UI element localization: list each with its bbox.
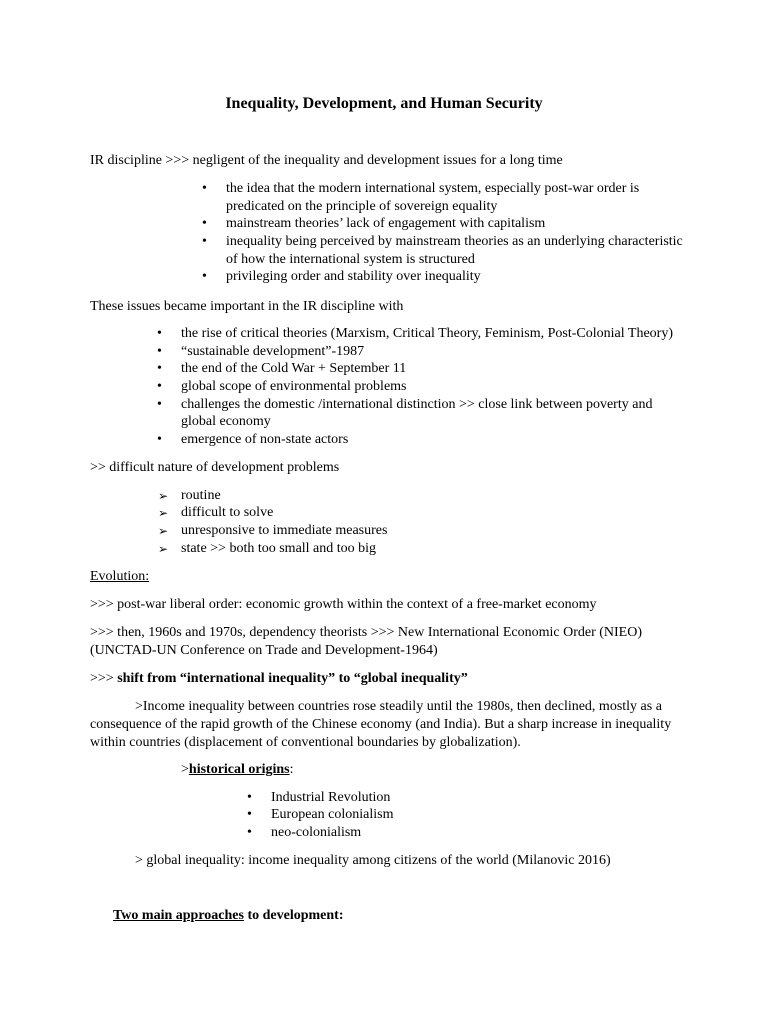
list-item: difficult to solve — [181, 505, 274, 520]
bullet-icon: • — [157, 326, 162, 341]
list-item: neo-colonialism — [271, 825, 362, 840]
list-item: “sustainable development”-1987 — [181, 344, 365, 359]
list-item: Industrial Revolution — [271, 790, 391, 805]
bullet-icon: • — [247, 825, 252, 840]
list-item: global economy — [181, 414, 271, 429]
approaches-underlined: Two main approaches — [113, 908, 244, 923]
list-item: of how the international system is structured — [226, 252, 475, 267]
evolution-point-2-line-2: (UNCTAD-UN Conference on Trade and Development-1964) — [90, 643, 438, 658]
bullet-icon: • — [247, 807, 252, 822]
bullet-icon: • — [157, 361, 162, 376]
bullet-icon: • — [202, 234, 207, 249]
list-item: privileging order and stability over inequality — [226, 269, 481, 284]
global-inequality-line: > global inequality: income inequality among citizens of the world (Milanovic 2016) — [135, 853, 611, 868]
list-item: challenges the domestic /international distinction >> close link between poverty and — [181, 397, 653, 412]
document-title: Inequality, Development, and Human Security — [225, 95, 543, 112]
hist-suffix: : — [289, 762, 294, 777]
issues-intro: These issues became important in the IR discipline with — [90, 299, 404, 314]
list-item: emergence of non-state actors — [181, 432, 349, 447]
approaches-rest: to development: — [243, 908, 344, 923]
list-item: unresponsive to immediate measures — [181, 523, 388, 538]
bullet-icon: • — [157, 397, 162, 412]
arrow-bullet-icon: ➢ — [158, 542, 169, 556]
intro-paragraph: IR discipline >>> negligent of the inequality and development issues for a long time — [90, 153, 563, 168]
list-item: the idea that the modern international system, especially post-war order is — [226, 181, 640, 196]
approaches-heading — [113, 907, 613, 925]
income-paragraph-line-3: within countries (displacement of conventional boundaries by globalization). — [90, 735, 521, 750]
bullet-icon: • — [157, 432, 162, 447]
hist-prefix: > — [181, 762, 189, 777]
evolution-point-2-line-1: >>> then, 1960s and 1970s, dependency theorists >>> New International Economic Order (NIEO) — [90, 625, 643, 640]
bullet-icon: • — [247, 790, 252, 805]
arrow-bullet-icon: ➢ — [158, 489, 169, 503]
bullet-icon: • — [202, 269, 207, 284]
bullet-icon: • — [157, 344, 162, 359]
income-paragraph-line-1: >Income inequality between countries rose steadily until the 1980s, then declined, mostly as a — [135, 699, 662, 714]
list-item: predicated on the principle of sovereign equality — [226, 199, 498, 214]
list-item: the rise of critical theories (Marxism, Critical Theory, Feminism, Post-Colonial Theory) — [181, 326, 673, 341]
arrow-bullet-icon: ➢ — [158, 506, 169, 520]
list-item: mainstream theories’ lack of engagement with capitalism — [226, 216, 546, 231]
list-item: the end of the Cold War + September 11 — [181, 361, 407, 376]
list-item: state >> both too small and too big — [181, 541, 377, 556]
arrow-bullet-icon: ➢ — [158, 524, 169, 538]
hist-label: historical origins — [188, 762, 290, 777]
bullet-icon: • — [157, 379, 162, 394]
list-item: global scope of environmental problems — [181, 379, 407, 394]
income-paragraph-line-2: consequence of the rapid growth of the Chinese economy (and India). But a sharp increase in inequality — [90, 717, 672, 732]
shift-prefix: >>> — [90, 671, 118, 686]
historical-origins-heading — [181, 761, 581, 779]
evolution-heading: Evolution: — [90, 569, 150, 584]
bullet-icon: • — [202, 181, 207, 196]
bullet-icon: • — [202, 216, 207, 231]
shift-bold-text: shift from “international inequality” to “global inequality” — [117, 671, 468, 686]
evolution-point-1: >>> post-war liberal order: economic growth within the context of a free-market economy — [90, 597, 597, 612]
list-item: routine — [181, 488, 221, 503]
shift-paragraph — [90, 670, 690, 688]
list-item: inequality being perceived by mainstream theories as an underlying characteristic — [226, 234, 683, 249]
difficult-intro: >> difficult nature of development problems — [90, 460, 340, 475]
list-item: European colonialism — [271, 807, 394, 822]
